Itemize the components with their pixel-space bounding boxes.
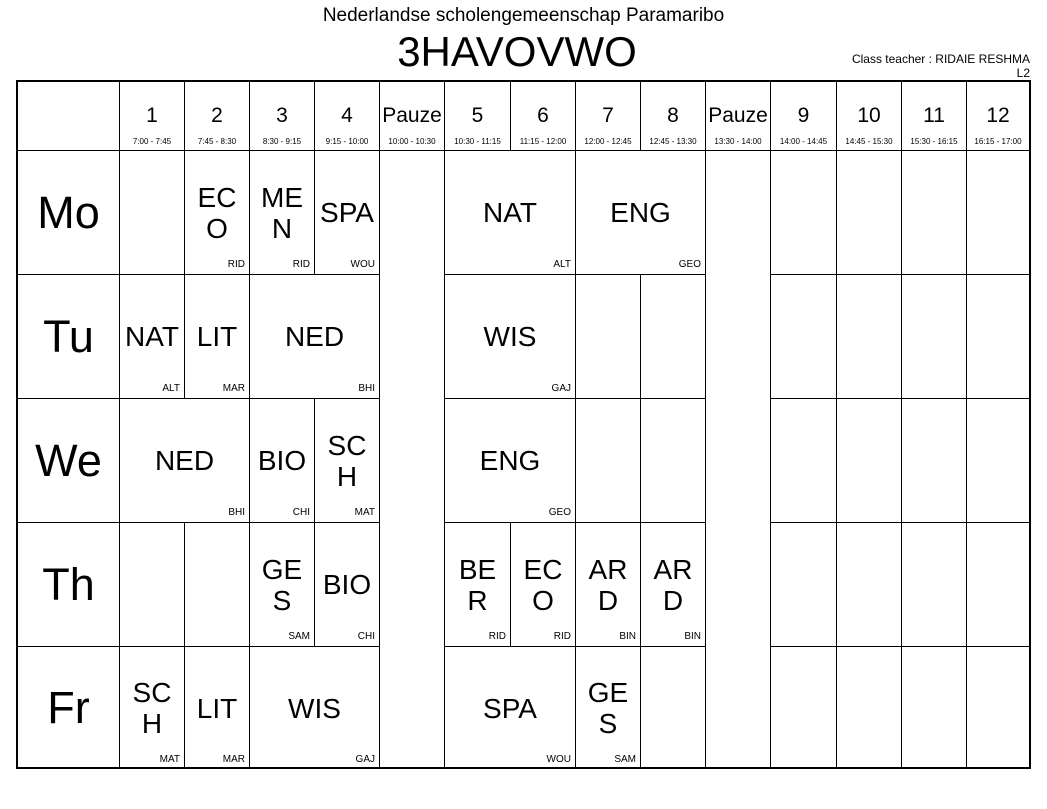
class-teacher: Class teacher : RIDAIE RESHMA [851,52,1030,66]
day-cell [18,522,119,646]
lesson-cell [314,522,379,646]
lesson-cell [249,274,379,398]
period-time: 10:00 - 10:30 [388,137,436,146]
lesson-teacher: GAJ [551,383,571,394]
lesson-teacher: RID [227,259,245,270]
lesson-cell [119,274,184,398]
period-label: 11 [923,104,945,127]
lesson-cell [640,522,705,646]
period-header [444,82,510,150]
lesson-teacher: WOU [350,259,375,270]
lesson-subject: SPA [483,692,537,724]
lesson-teacher: MAR [222,754,245,765]
empty-slot [640,274,705,398]
period-header [249,82,314,150]
period-time: 7:45 - 8:30 [197,137,237,146]
empty-slot [901,150,966,274]
period-header [184,82,249,150]
period-label: 1 [146,104,158,127]
period-header [640,82,705,150]
lesson-subject: NED [154,445,215,476]
period-time: 10:30 - 11:15 [454,137,501,146]
period-header [901,82,966,150]
empty-slot [119,150,184,274]
period-time: 7:00 - 7:45 [132,137,172,146]
lesson-teacher: GEO [548,507,571,518]
lesson-teacher: CHI [357,631,375,642]
lesson-cell [314,150,379,274]
lesson-cell [249,150,314,274]
lesson-subject: LIT [196,321,238,352]
empty-slot [966,398,1029,522]
lesson-subject: NAT [483,197,537,228]
lesson-subject: MEN [261,181,303,244]
lesson-cell [575,522,640,646]
lesson-subject: WIS [483,321,537,352]
lesson-cell [184,274,249,398]
lesson-teacher: WOU [546,754,571,765]
lesson-subject: BIO [322,569,372,600]
lesson-subject: ECO [523,553,563,616]
empty-slot [770,646,836,769]
empty-slot [575,274,640,398]
lesson-cell [444,398,575,522]
lesson-teacher: GAJ [355,754,375,765]
day-label: Fr [47,682,90,733]
pause-column [705,150,770,769]
lesson-subject: GES [587,677,629,739]
lesson-teacher: BHI [358,383,375,394]
day-cell [18,274,119,398]
lesson-cell [444,150,575,274]
empty-slot [966,274,1029,398]
corner-cell [18,82,119,150]
lesson-subject: SPA [320,197,374,228]
room-label: L2 [1016,66,1030,80]
lesson-cell [119,398,249,522]
lesson-cell [249,398,314,522]
lesson-subject: SCH [327,429,367,492]
empty-slot [901,274,966,398]
period-label: 5 [471,104,484,127]
period-label: 8 [667,104,679,127]
empty-slot [966,646,1029,769]
period-time: 8:30 - 9:15 [262,137,302,146]
period-label: 2 [211,104,223,127]
period-time: 12:45 - 13:30 [649,137,697,146]
empty-slot [770,274,836,398]
empty-slot [640,398,705,522]
period-label: 9 [797,104,810,127]
class-title: 3HAVOVWO [397,28,637,75]
day-label: Mo [37,186,100,238]
lesson-subject: BER [458,553,497,616]
period-time: 16:15 - 17:00 [974,137,1022,146]
lesson-teacher: BIN [684,631,701,642]
day-label: Tu [43,310,94,362]
lesson-cell [249,522,314,646]
lesson-subject: ARD [588,553,628,616]
lesson-subject: ENG [610,197,671,228]
lesson-cell [119,646,184,769]
period-time: 11:15 - 12:00 [519,137,567,146]
day-cell [18,646,119,769]
lesson-cell [444,646,575,769]
lesson-teacher: SAM [288,631,310,642]
empty-slot [836,522,901,646]
lesson-teacher: MAR [222,383,245,394]
empty-slot [770,522,836,646]
empty-slot [770,150,836,274]
empty-slot [836,274,901,398]
timetable-grid [16,80,1031,769]
period-header [379,82,444,150]
period-time: 12:00 - 12:45 [584,137,632,146]
lesson-subject: LIT [196,692,238,724]
lesson-subject: SCH [132,677,172,739]
lesson-cell [249,646,379,769]
lesson-subject: BIO [257,445,307,476]
period-time: 13:30 - 14:00 [714,137,762,146]
lesson-teacher: SAM [614,754,636,765]
lesson-subject: GES [261,553,303,616]
lesson-teacher: RID [553,631,571,642]
lesson-teacher: ALT [162,383,180,394]
lesson-subject: NED [284,321,345,352]
lesson-teacher: MAT [159,754,180,765]
period-label: Pauze [382,104,442,127]
period-header [770,82,836,150]
period-header [510,82,575,150]
lesson-teacher: ALT [553,259,571,270]
period-label: 3 [276,104,288,127]
empty-slot [901,646,966,769]
period-label: 7 [602,104,614,127]
lesson-teacher: CHI [292,507,310,518]
day-cell [18,398,119,522]
period-time: 15:30 - 16:15 [910,137,958,146]
period-time: 9:15 - 10:00 [325,137,369,146]
period-label: 6 [537,104,549,127]
empty-slot [966,522,1029,646]
period-header [966,82,1029,150]
empty-slot [901,398,966,522]
period-header [119,82,184,150]
lesson-cell [575,150,705,274]
period-header [575,82,640,150]
lesson-subject: ARD [653,553,693,616]
pause-column [379,150,444,769]
day-cell [18,150,119,274]
school-name: Nederlandse scholengemeenschap Paramaribo [322,5,725,26]
lesson-teacher: RID [292,259,310,270]
lesson-cell [510,522,575,646]
day-label: We [35,434,102,486]
empty-slot [901,522,966,646]
lesson-teacher: GEO [678,259,701,270]
lesson-cell [575,646,640,769]
lesson-teacher: BIN [619,631,636,642]
lesson-cell [184,646,249,769]
period-label: 10 [857,104,881,127]
empty-slot [770,398,836,522]
lesson-subject: ECO [197,181,237,244]
period-label: 4 [341,104,353,127]
lesson-cell [444,274,575,398]
empty-slot [836,150,901,274]
empty-slot [966,150,1029,274]
empty-slot [836,646,901,769]
lesson-cell [444,522,510,646]
empty-slot [836,398,901,522]
lesson-cell [314,398,379,522]
empty-slot [119,522,184,646]
lesson-subject: WIS [288,692,341,724]
period-label: 12 [986,104,1010,127]
lesson-teacher: BHI [228,507,245,518]
period-header [314,82,379,150]
empty-slot [640,646,705,769]
empty-slot [575,398,640,522]
day-label: Th [42,558,95,610]
lesson-subject: NAT [125,321,179,352]
lesson-cell [184,150,249,274]
empty-slot [184,522,249,646]
period-time: 14:00 - 14:45 [779,137,828,146]
lesson-teacher: RID [488,631,506,642]
lesson-subject: ENG [479,445,541,476]
period-time: 14:45 - 15:30 [845,137,893,146]
period-label: Pauze [708,104,768,127]
period-header [836,82,901,150]
lesson-teacher: MAT [354,507,375,518]
period-header [705,82,770,150]
